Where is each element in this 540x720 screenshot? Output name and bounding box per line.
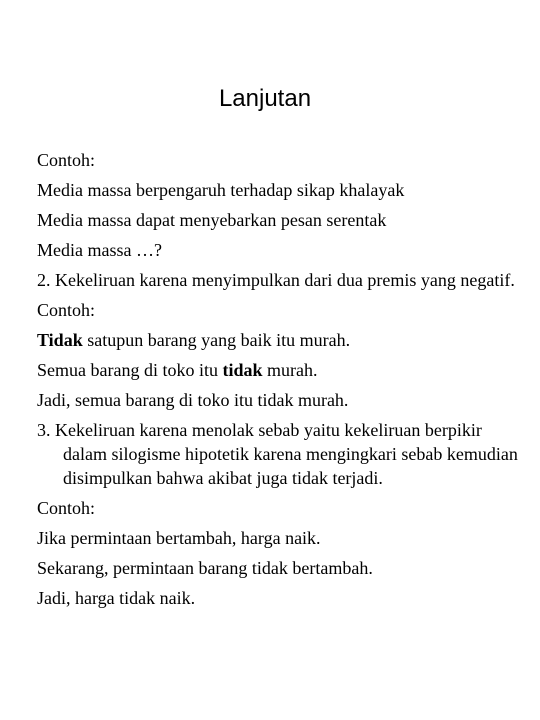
body-text: satupun barang yang baik itu murah. (82, 330, 351, 350)
body-line: Media massa dapat menyebarkan pesan serentak (37, 210, 387, 230)
body-text: murah. (262, 360, 318, 380)
emphasis-text: Tidak (37, 330, 83, 350)
numbered-point-2: 2. Kekeliruan karena menyimpulkan dari dua premis yang negatif. (37, 270, 515, 290)
emphasis-text: tidak (222, 360, 263, 380)
numbered-point-3: 3. Kekeliruan karena menolak sebab yaitu kekeliruan berpikir dalam silogisme hipotetik karena mengingkari sebab kemudian disimpulkan bahwa akibat juga tidak terjadi. (37, 420, 518, 488)
body-line: Jadi, semua barang di toko itu tidak murah. (37, 390, 349, 410)
body-line: Contoh: (37, 300, 96, 320)
body-line: Media massa berpengaruh terhadap sikap khalayak (37, 180, 405, 200)
body-line: Media massa …? (37, 240, 162, 260)
example-line (37, 358, 527, 382)
body-line: Contoh: (37, 498, 96, 518)
body-line: Contoh: (37, 150, 96, 170)
slide-title: Lanjutan (218, 85, 312, 112)
body-line: Sekarang, permintaan barang tidak bertambah. (37, 558, 373, 578)
body-text: Semua barang di toko itu (37, 360, 223, 380)
body-line: Jadi, harga tidak naik. (37, 588, 196, 608)
body-line: Jika permintaan bertambah, harga naik. (37, 528, 321, 548)
slide-body (37, 148, 527, 616)
example-line (37, 328, 527, 352)
